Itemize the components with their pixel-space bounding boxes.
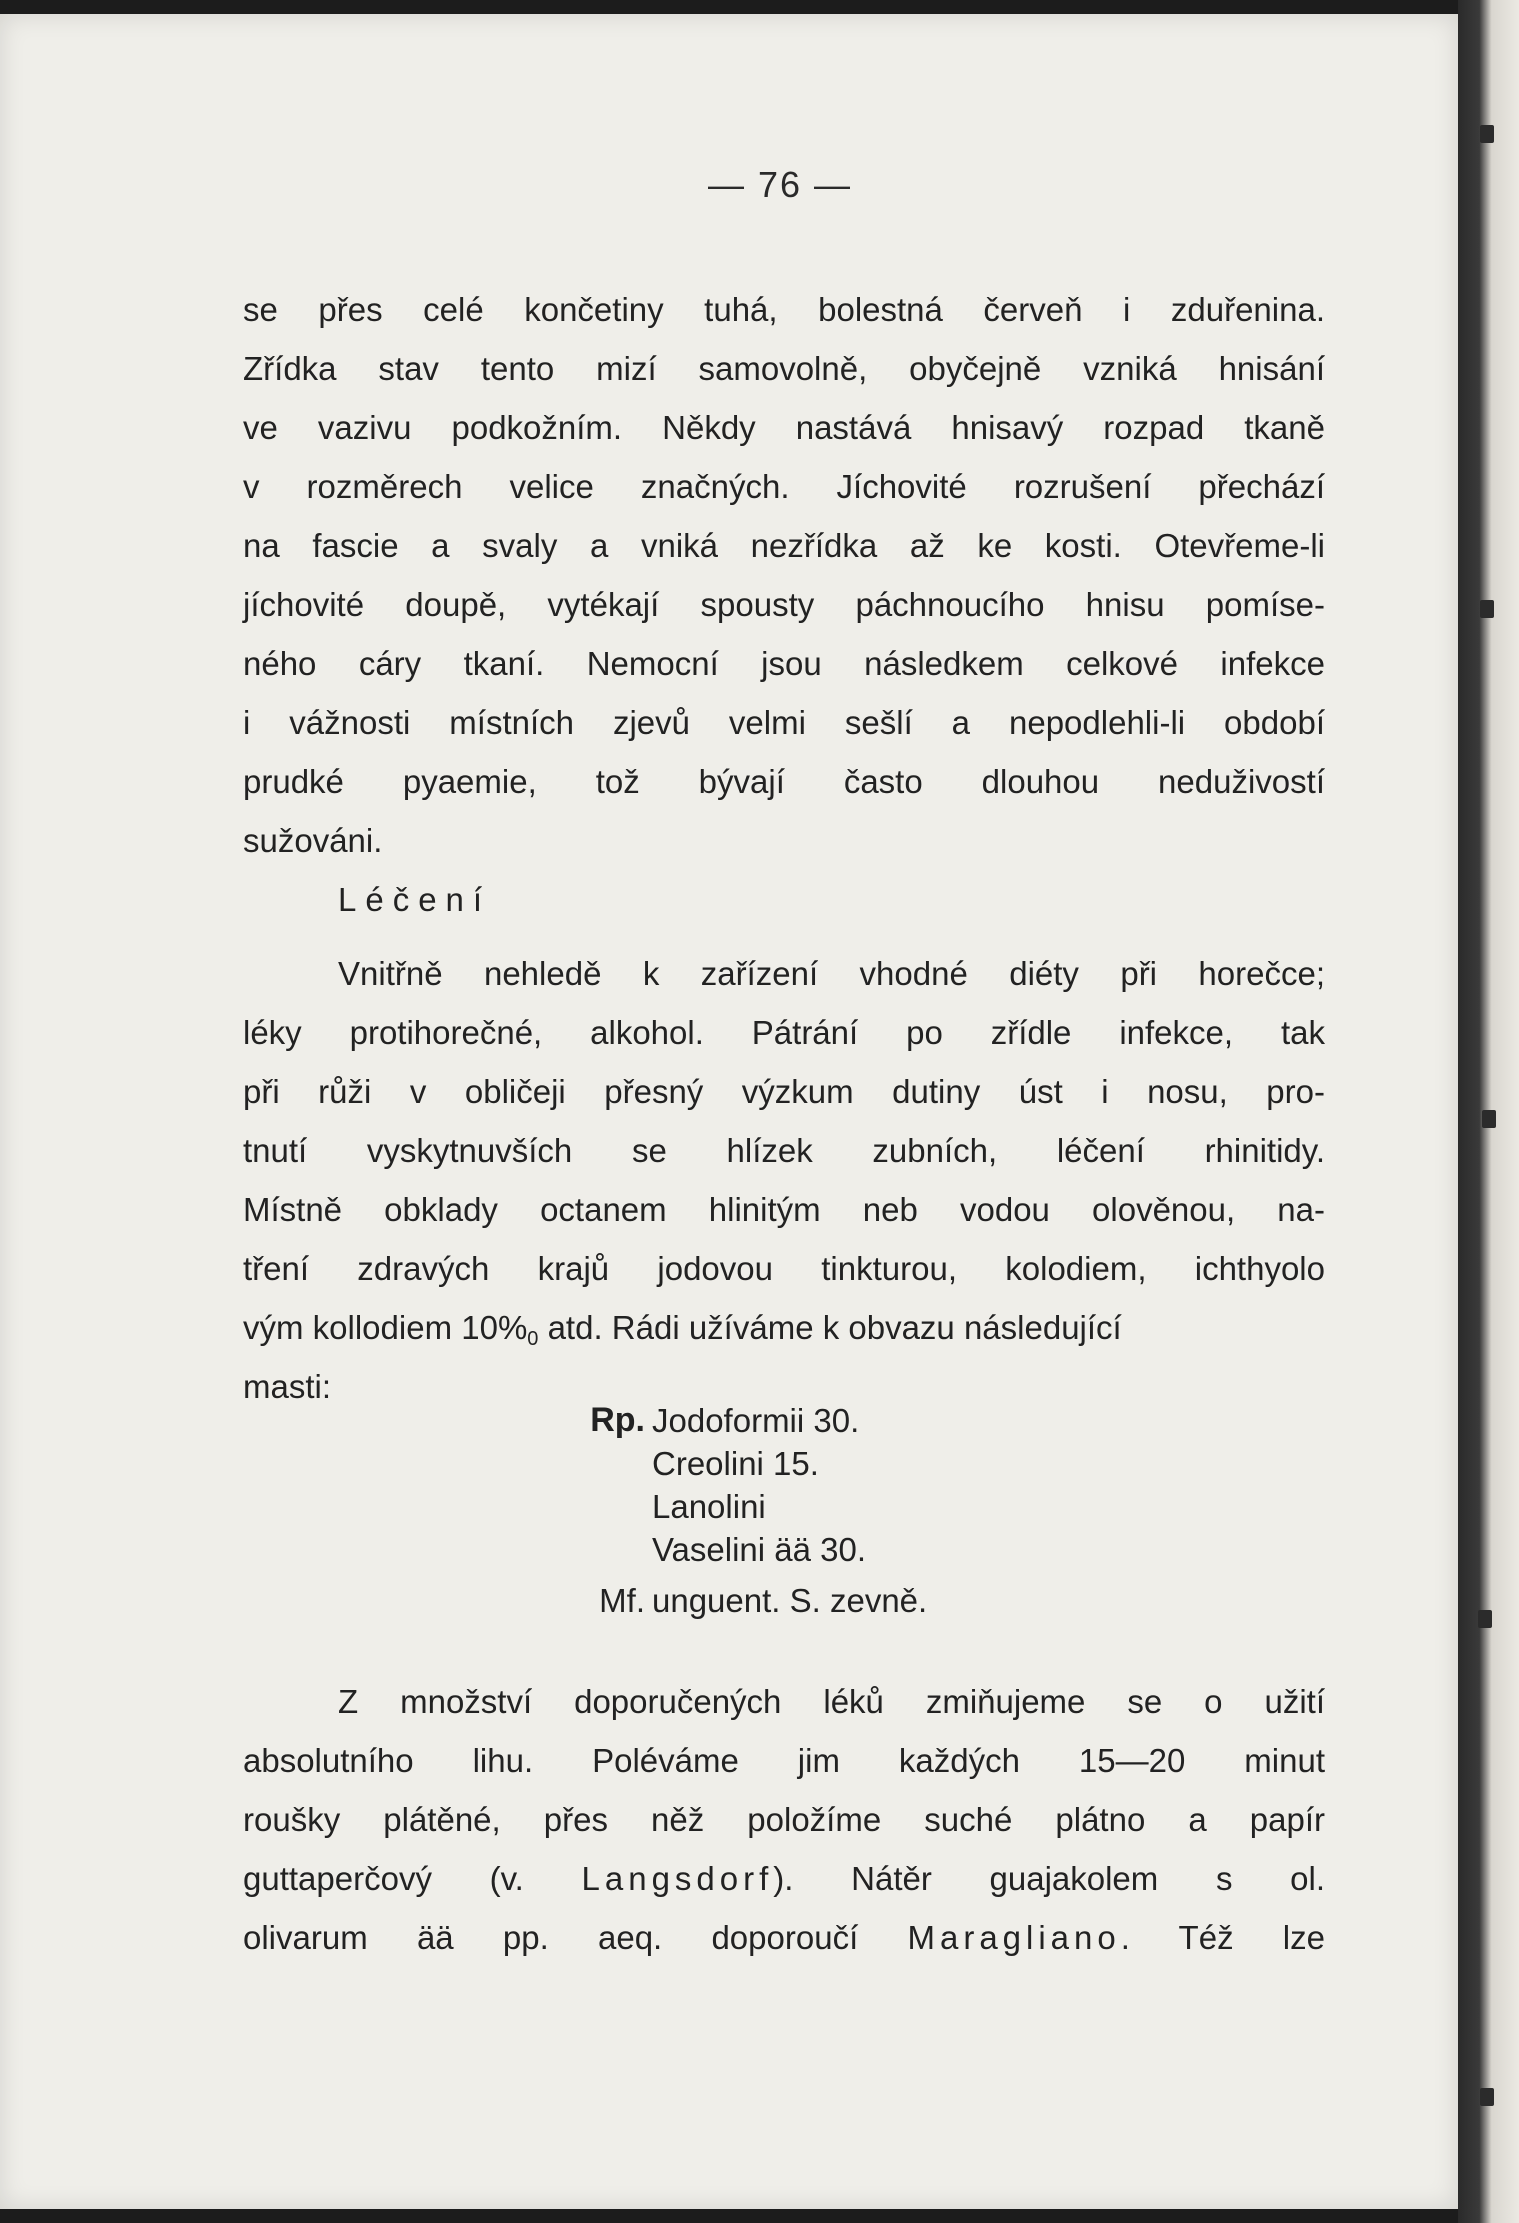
page-number: — 76 —: [707, 164, 853, 205]
section-heading: Léčení: [338, 881, 492, 918]
prescription-item: Vaselini ää 30.: [652, 1531, 867, 1568]
author-name: Maragliano: [907, 1919, 1121, 1956]
book-page: [0, 14, 1458, 2209]
text-fragment: guttaperčový (v.: [243, 1860, 582, 1897]
text-line: sužováni.: [243, 822, 383, 859]
text-line: při růži v obličeji přesný výzkum dutiny úst i nosu, pro-: [243, 1073, 1325, 1110]
author-name: Langsdorf: [581, 1860, 774, 1897]
text-line: tnutí vyskytnuvších se hlízek zubních, léčení rhinitidy.: [243, 1132, 1325, 1169]
text-line: Vnitřně nehledě k zařízení vhodné diéty při horečce;: [338, 955, 1325, 992]
mf-label: Mf.: [599, 1582, 645, 1619]
text-fragment: atd. Rádi užíváme k obvazu následující: [538, 1309, 1122, 1346]
book-edge: [1458, 0, 1519, 2223]
prescription-item: Jodoformii 30.: [652, 1402, 860, 1439]
text-line: masti:: [243, 1368, 332, 1405]
paragraph-3: [243, 1672, 1325, 1967]
text-fragment: olivarum ää pp. aeq. doporoučí: [243, 1919, 908, 1956]
text-line-percent: [243, 1298, 1325, 1357]
paragraph-1: [243, 280, 1325, 929]
text-line: i vážnosti místních zjevů velmi sešlí a nepodlehli-li období: [243, 704, 1325, 741]
text-line: léky protihorečné, alkohol. Pátrání po zřídle infekce, tak: [243, 1014, 1325, 1051]
edge-mark: [1480, 125, 1494, 143]
paragraph-2: [243, 944, 1325, 1416]
text-fragment: . Též lze: [1120, 1919, 1325, 1956]
text-line: Z množství doporučených léků zmiňujeme se o užití: [338, 1683, 1325, 1720]
text-fragment: vým kollodiem 10: [243, 1309, 498, 1346]
edge-mark: [1480, 600, 1494, 618]
text-line: tření zdravých krajů jodovou tinkturou, kolodiem, ichthyolo: [243, 1250, 1325, 1287]
text-line: se přes celé končetiny tuhá, bolestná červeň i zduřenina.: [243, 291, 1325, 328]
text-line: jíchovité doupě, vytékají spousty páchnoucího hnisu pomíse-: [243, 586, 1325, 623]
text-line: prudké pyaemie, tož bývají často dlouhou neduživostí: [243, 763, 1325, 800]
percent-symbol: %: [497, 1309, 528, 1346]
percent-subscript: 0: [527, 1328, 539, 1350]
text-line: Zřídka stav tento mizí samovolně, obyčejně vzniká hnisání: [243, 350, 1325, 387]
text-line: absolutního lihu. Poléváme jim každých 15—20 minut: [243, 1742, 1325, 1779]
text-line: ného cáry tkaní. Nemocní jsou následkem celkové infekce: [243, 645, 1325, 682]
text-line: v rozměrech velice značných. Jíchovité rozrušení přechází: [243, 468, 1325, 505]
text-line: ve vazivu podkožním. Někdy nastává hnisavý rozpad tkaně: [243, 409, 1325, 446]
mf-text: unguent. S. zevně.: [652, 1582, 928, 1619]
text-line: [243, 1849, 1325, 1908]
edge-mark: [1478, 1610, 1492, 1628]
text-line: na fascie a svaly a vniká nezřídka až ke kosti. Otevřeme-li: [243, 527, 1325, 564]
prescription-item: Lanolini: [652, 1488, 766, 1525]
text-line: roušky plátěné, přes něž položíme suché plátno a papír: [243, 1801, 1325, 1838]
text-line: Místně obklady octanem hlinitým neb vodou olověnou, na-: [243, 1191, 1325, 1228]
text-fragment: ). Nátěr guajakolem s ol.: [773, 1860, 1325, 1897]
edge-mark: [1482, 1110, 1496, 1128]
prescription-item: Creolini 15.: [652, 1445, 819, 1482]
text-line: [243, 1908, 1325, 1967]
edge-mark: [1480, 2088, 1494, 2106]
rx-label: Rp.: [590, 1401, 645, 1439]
